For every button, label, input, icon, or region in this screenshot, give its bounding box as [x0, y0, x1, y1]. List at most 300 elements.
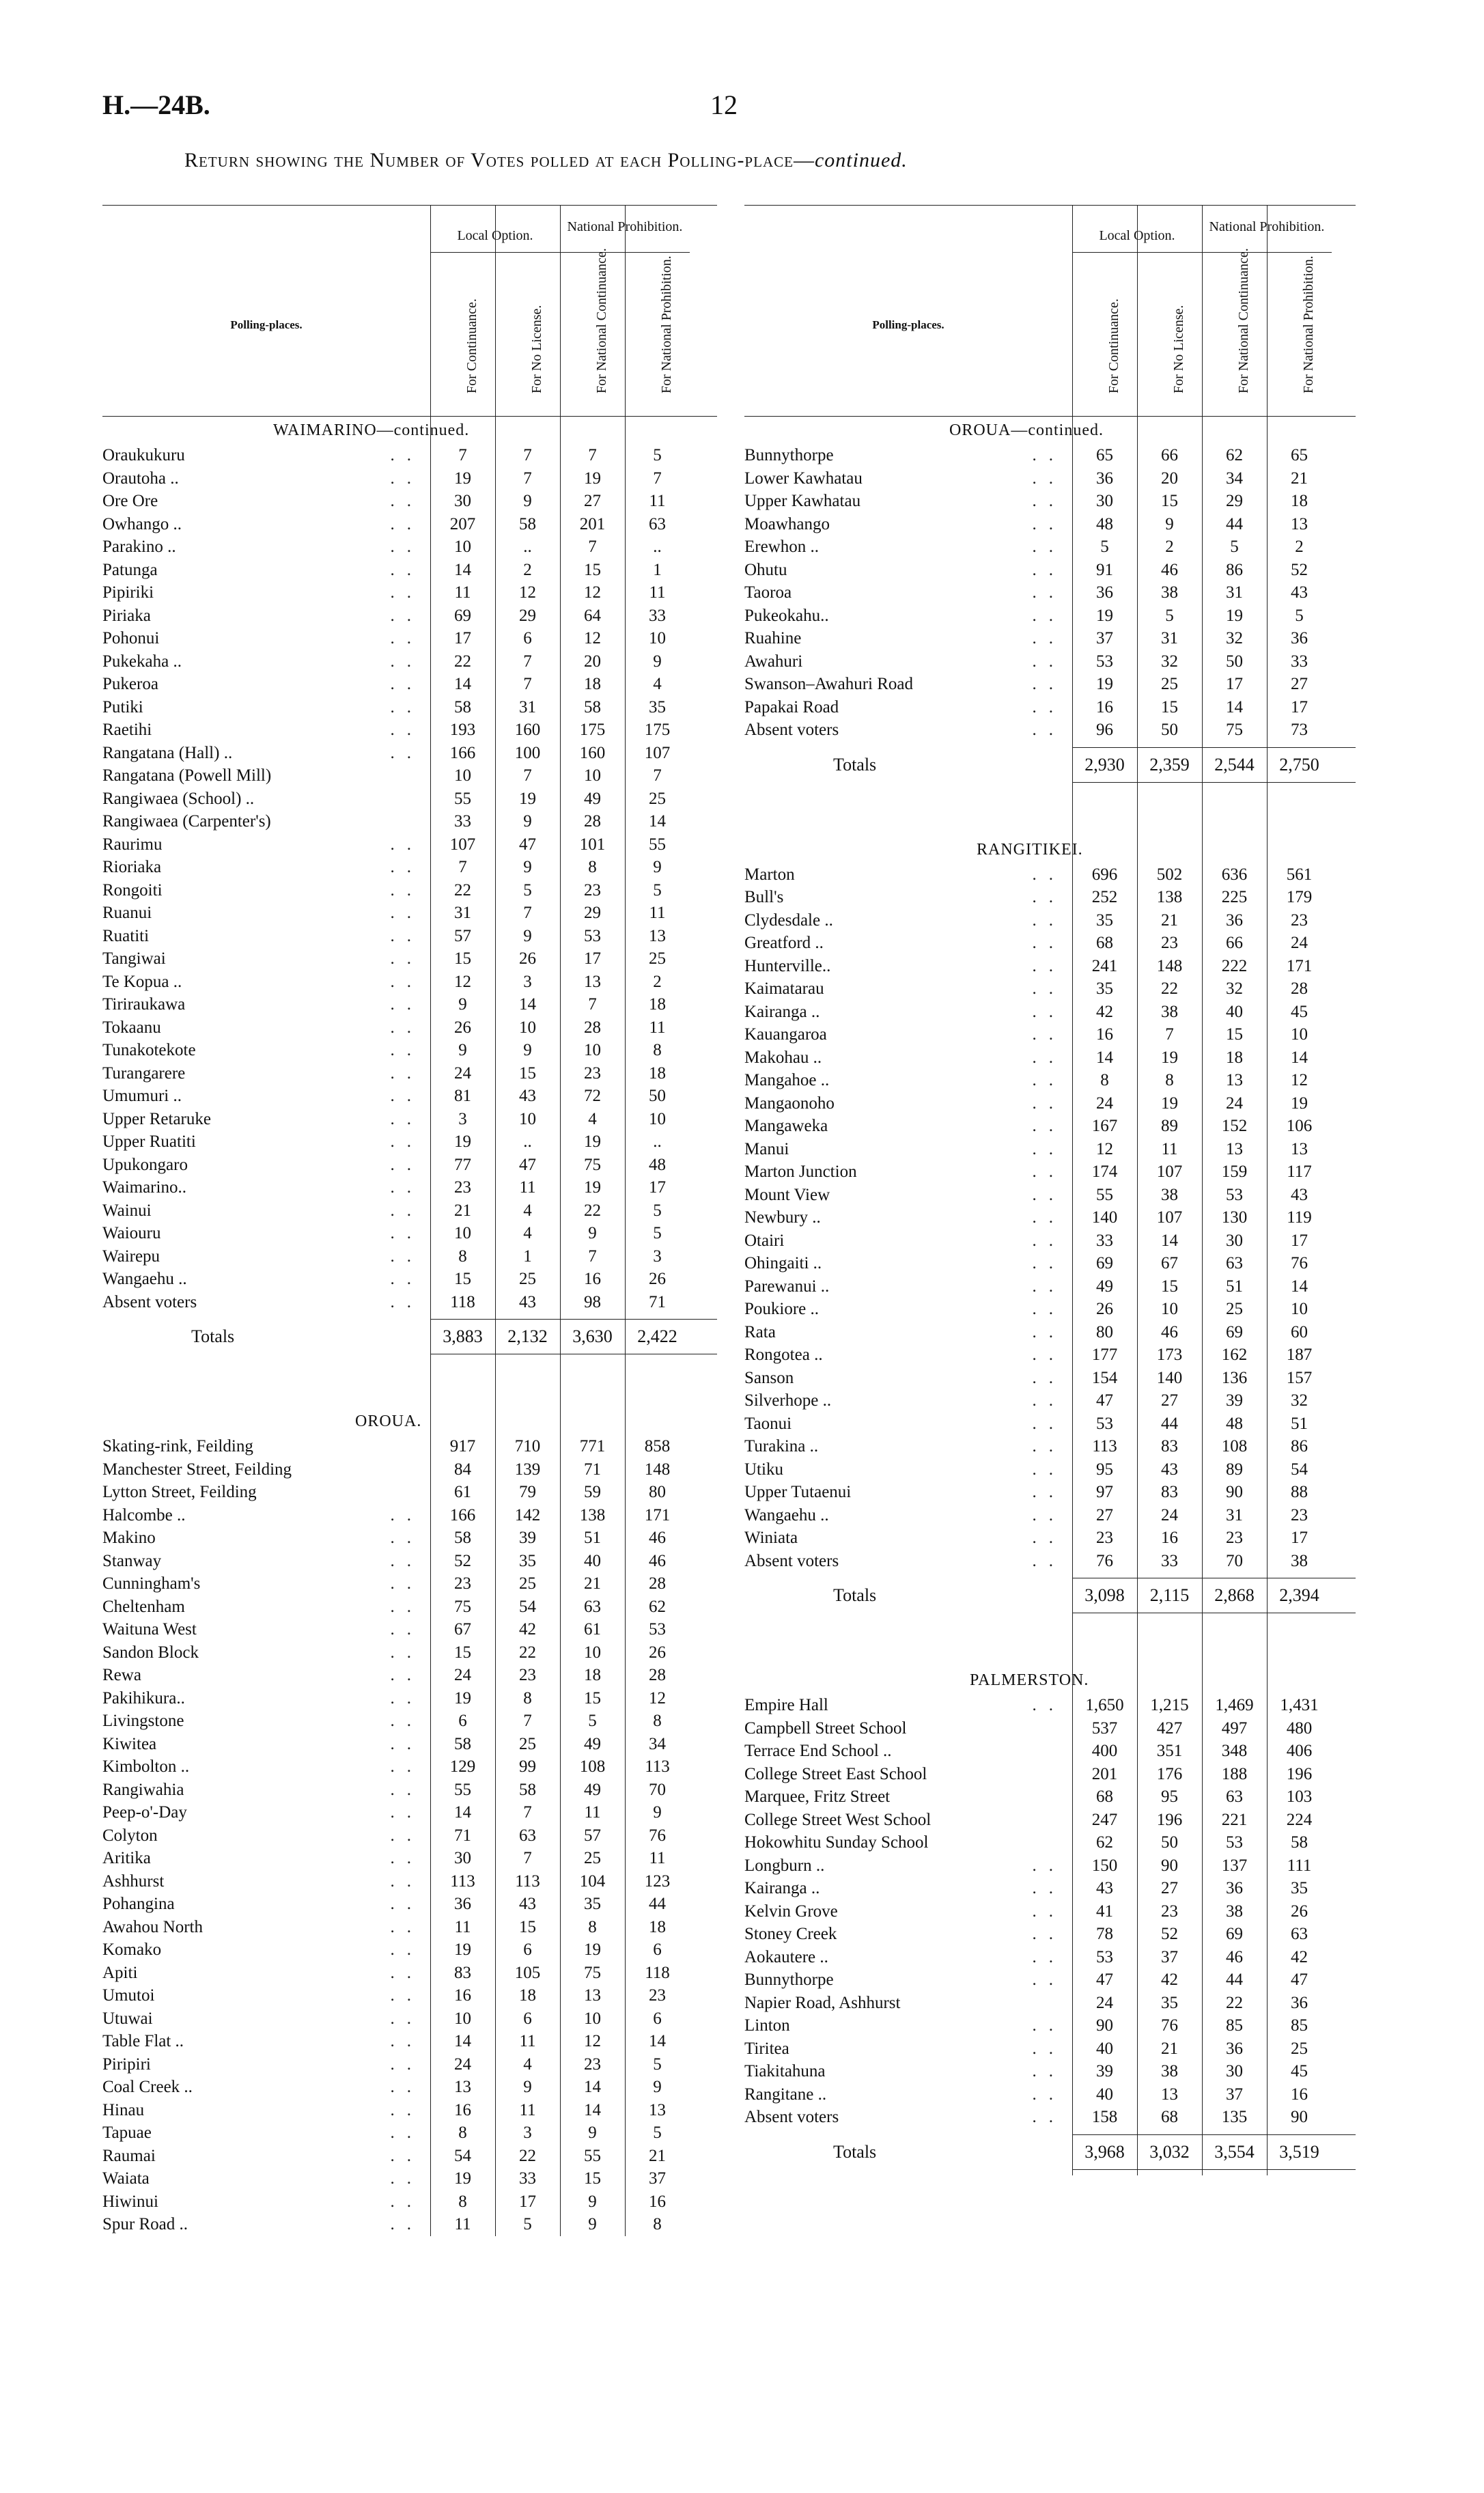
vote-count: 32 [1226, 629, 1243, 647]
vote-count: 50 [649, 1087, 666, 1105]
vote-count: 8 [458, 1246, 467, 1266]
vote-count: 25 [1291, 2039, 1308, 2058]
vote-count: 25 [1161, 675, 1178, 693]
vote-count: 5 [1230, 538, 1239, 556]
table-row [744, 467, 1356, 490]
vote-count: 138 [1156, 888, 1183, 906]
vote-count: 1 [523, 1246, 532, 1266]
leader-dots: .. [390, 1178, 423, 1197]
vote-count: 47 [519, 1155, 536, 1174]
vote-count: 55 [1096, 1185, 1113, 1204]
vote-count: 15 [584, 1688, 601, 1708]
vote-count: 53 [1096, 1414, 1113, 1433]
polling-place-name: Pohonui [102, 629, 160, 647]
header-for-no-license-label: For No License. [529, 305, 544, 393]
leader-dots: .. [1032, 492, 1065, 510]
vote-count: 17 [584, 949, 601, 968]
vote-count: 10 [1161, 1300, 1178, 1318]
table-row [744, 1069, 1356, 1092]
vote-count: .. [653, 1132, 662, 1151]
polling-place-name: Erewhon .. [744, 538, 819, 556]
leader-dots: .. [1032, 1117, 1065, 1135]
table-row [744, 1481, 1356, 1504]
vote-count: 2 [1295, 538, 1304, 556]
leader-dots: .. [1032, 1048, 1065, 1067]
vote-count: 7 [653, 469, 662, 488]
vote-count: 21 [1161, 910, 1178, 930]
polling-place-name: Turakina .. [744, 1437, 819, 1456]
vote-count: 5 [1165, 606, 1174, 625]
vote-count: 9 [588, 1224, 597, 1242]
polling-place-name: Manchester Street, Feilding [102, 1460, 292, 1479]
table-row [744, 1740, 1356, 1763]
vote-count: 80 [649, 1483, 666, 1501]
vote-count: 30 [454, 492, 471, 510]
vote-count: 21 [1291, 469, 1308, 488]
vote-count: 38 [1161, 583, 1178, 602]
leader-dots: .. [1032, 1208, 1065, 1227]
table-row [744, 696, 1356, 719]
vote-count: 15 [584, 560, 601, 579]
vote-count: 11 [584, 1803, 601, 1822]
vote-count: 68 [1161, 2108, 1178, 2126]
totals-label: Totals [833, 1585, 877, 1605]
vote-count: 33 [1161, 1551, 1178, 1570]
polling-place-name: Bunnythorpe [744, 1970, 834, 1989]
vote-count: 63 [519, 1826, 536, 1845]
leader-dots: .. [1032, 1185, 1065, 1204]
vote-count: 69 [1226, 1322, 1243, 1341]
vote-count: 69 [454, 606, 471, 625]
vote-count: 480 [1286, 1718, 1313, 1738]
vote-count: 11 [454, 583, 471, 602]
vote-count: 55 [649, 835, 666, 854]
vote-count: 15 [454, 949, 471, 968]
vote-count: 40 [1096, 2085, 1113, 2104]
vote-count: 8 [653, 1041, 662, 1059]
vote-count: 118 [645, 1963, 670, 1982]
table-row [744, 719, 1356, 742]
vote-count: 148 [1156, 956, 1183, 975]
leader-dots: .. [1032, 583, 1065, 602]
vote-count: 2 [653, 972, 662, 991]
vote-count: 19 [584, 1940, 601, 1959]
polling-place-name: Pakihikura.. [102, 1688, 185, 1708]
table-row [744, 1992, 1356, 2015]
vote-count: 1,431 [1280, 1696, 1319, 1714]
vote-count: 83 [454, 1963, 471, 1982]
vote-count: 107 [1156, 1208, 1183, 1227]
vote-count: 19 [454, 1132, 471, 1151]
polling-place-name: Stanway [102, 1551, 162, 1570]
table-row [744, 1252, 1356, 1275]
vote-count: 123 [644, 1871, 671, 1891]
total-value: 3,883 [443, 1326, 483, 1346]
vote-count: 201 [579, 514, 606, 533]
header-column-rule [1072, 206, 1073, 416]
vote-count: 12 [454, 972, 471, 991]
vote-count: 15 [1161, 697, 1178, 716]
vote-count: 70 [649, 1780, 666, 1799]
vote-count: 26 [649, 1270, 666, 1288]
polling-place-name: Swanson–Awahuri Road [744, 675, 913, 693]
vote-count: 14 [454, 1803, 471, 1822]
table-row [744, 1092, 1356, 1115]
vote-count: 15 [1226, 1025, 1243, 1044]
vote-count: 7 [523, 469, 532, 488]
polling-place-name: Rangiwahia [102, 1780, 184, 1799]
leader-dots: .. [390, 1551, 423, 1570]
vote-count: 7 [588, 538, 597, 556]
vote-count: 9 [653, 652, 662, 671]
vote-count: 76 [1096, 1551, 1113, 1570]
vote-count: 19 [584, 1132, 601, 1151]
vote-count: 24 [1226, 1094, 1243, 1113]
polling-place-name: Livingstone [102, 1712, 184, 1730]
vote-count: 14 [649, 812, 666, 831]
vote-count: 43 [1291, 583, 1308, 602]
totals-row [744, 1572, 1356, 1619]
leader-dots: .. [1032, 1391, 1065, 1410]
leader-dots: .. [390, 1712, 423, 1730]
vote-count: 23 [519, 1666, 536, 1684]
vote-count: 47 [1096, 1391, 1113, 1410]
leader-dots: .. [1032, 910, 1065, 930]
vote-count: 12 [584, 2032, 601, 2050]
header-for-national-continuance [1202, 248, 1270, 409]
table-row [744, 581, 1356, 604]
right-table-body [744, 417, 1356, 2175]
vote-count: 32 [1291, 1391, 1308, 1410]
vote-count: 917 [449, 1437, 476, 1456]
leader-dots: .. [390, 1505, 423, 1524]
table-row [744, 1717, 1356, 1740]
table-row [744, 1321, 1356, 1344]
leader-dots: .. [1032, 1300, 1065, 1318]
total-value: 2,544 [1214, 754, 1255, 775]
vote-count: 58 [454, 697, 471, 716]
vote-count: 36 [1096, 583, 1113, 602]
polling-place-name: Winiata [744, 1529, 798, 1547]
vote-count: 53 [649, 1620, 666, 1639]
vote-count: 119 [1287, 1208, 1312, 1227]
polling-place-name: Upper Ruatiti [102, 1132, 196, 1151]
polling-place-name: Rongoiti [102, 880, 163, 900]
vote-count: 5 [653, 880, 662, 900]
vote-count: 38 [1161, 1002, 1178, 1021]
vote-count: 1,215 [1150, 1696, 1189, 1714]
polling-place-name: College Street West School [744, 1810, 932, 1829]
vote-count: 65 [1096, 446, 1113, 464]
vote-count: .. [523, 538, 532, 556]
polling-place-name: Absent voters [744, 721, 839, 739]
vote-count: 406 [1286, 1742, 1313, 1760]
polling-place-name: Piripiri [102, 2055, 151, 2074]
polling-place-name: Aritika [102, 1849, 151, 1867]
polling-place-name: Moawhango [744, 514, 830, 533]
vote-count: 160 [514, 721, 541, 739]
vote-count: 52 [1291, 560, 1308, 579]
header-for-national-continuance [560, 248, 628, 409]
vote-count: 43 [519, 1087, 536, 1105]
vote-count: 10 [519, 1109, 536, 1128]
table-row [744, 604, 1356, 628]
vote-count: 400 [1091, 1742, 1118, 1760]
vote-count: 18 [1291, 492, 1308, 510]
vote-count: 44 [1226, 514, 1243, 533]
vote-count: 10 [454, 1224, 471, 1242]
vote-count: 7 [588, 995, 597, 1014]
header-column-rule [1202, 206, 1203, 416]
vote-count: 158 [1091, 2108, 1118, 2126]
vote-count: 27 [1161, 1391, 1178, 1410]
vote-count: 62 [649, 1597, 666, 1616]
polling-place-name: Raetihi [102, 721, 152, 739]
leader-dots: .. [390, 995, 423, 1014]
vote-count: 5 [653, 446, 662, 464]
vote-count: 8 [1100, 1071, 1109, 1089]
left-table [102, 205, 717, 2236]
polling-place-name: Utiku [744, 1460, 783, 1479]
vote-count: 27 [584, 492, 601, 510]
vote-count: 58 [519, 514, 536, 533]
vote-count: 63 [1226, 1787, 1243, 1806]
vote-count: 28 [649, 1574, 666, 1593]
vote-count: 36 [1226, 1879, 1243, 1897]
polling-place-name: Peep-o'-Day [102, 1803, 187, 1822]
column-rule [1267, 417, 1268, 2175]
vote-count: 35 [1096, 979, 1113, 998]
vote-count: 427 [1156, 1718, 1183, 1738]
vote-count: 69 [1096, 1254, 1113, 1272]
vote-count: 710 [514, 1437, 541, 1456]
leader-dots: .. [1032, 514, 1065, 533]
vote-count: 176 [1156, 1764, 1183, 1783]
vote-count: 43 [519, 1895, 536, 1913]
vote-count: 52 [1161, 1925, 1178, 1943]
vote-count: 14 [1096, 1048, 1113, 1067]
vote-count: 23 [1161, 1902, 1178, 1921]
vote-count: 75 [1226, 721, 1243, 739]
vote-count: 10 [519, 1018, 536, 1037]
leader-dots: .. [390, 1688, 423, 1708]
leader-dots: .. [1032, 1970, 1065, 1989]
leader-dots: .. [1032, 2085, 1065, 2104]
table-row [744, 1854, 1356, 1878]
vote-count: 60 [1291, 1322, 1308, 1341]
vote-count: 50 [1161, 1833, 1178, 1852]
vote-count: 160 [579, 743, 606, 762]
vote-count: 14 [454, 560, 471, 579]
national-prohibition-header: National Prohibition. [560, 219, 690, 253]
vote-count: 10 [649, 1109, 666, 1128]
vote-count: 252 [1091, 888, 1118, 906]
vote-count: 90 [1096, 2016, 1113, 2035]
polling-place-name: Halcombe .. [102, 1505, 186, 1524]
vote-count: 139 [514, 1460, 541, 1479]
vote-count: 69 [1226, 1925, 1243, 1943]
vote-count: 24 [454, 1666, 471, 1684]
vote-count: 40 [1226, 1002, 1243, 1021]
header-for-no-license [1137, 259, 1205, 409]
leader-dots: .. [390, 514, 423, 533]
vote-count: 15 [454, 1270, 471, 1288]
vote-count: 11 [519, 1178, 536, 1197]
vote-count: 36 [1226, 910, 1243, 930]
vote-count: 348 [1221, 1742, 1248, 1760]
polling-place-name: Rioriaka [102, 858, 162, 876]
vote-count: 36 [1226, 2039, 1243, 2058]
polling-place-name: Taoroa [744, 583, 792, 602]
vote-count: 24 [1161, 1505, 1178, 1524]
vote-count: 113 [450, 1871, 475, 1891]
leader-dots: .. [1032, 629, 1065, 647]
vote-count: 18 [649, 995, 666, 1014]
polling-place-name: Marton Junction [744, 1162, 857, 1181]
vote-count: 21 [454, 1201, 471, 1220]
table-row [744, 559, 1356, 582]
vote-count: 7 [588, 446, 597, 464]
table-row [744, 535, 1356, 559]
table-row [744, 1900, 1356, 1923]
vote-count: 25 [519, 1574, 536, 1593]
vote-count: 177 [1091, 1346, 1118, 1364]
leader-dots: .. [1032, 1277, 1065, 1296]
totals-label: Totals [191, 1326, 235, 1346]
leader-dots: .. [390, 1201, 423, 1220]
vote-count: 43 [519, 1292, 536, 1311]
vote-count: 207 [449, 514, 476, 533]
polling-place-name: Kairanga .. [744, 1002, 820, 1021]
vote-count: 15 [1161, 492, 1178, 510]
vote-count: 19 [454, 1688, 471, 1708]
totals-label: Totals [833, 2141, 877, 2162]
polling-place-name: Oraukukuru [102, 446, 185, 464]
total-value: 3,554 [1214, 2141, 1255, 2162]
leader-dots: .. [1032, 675, 1065, 693]
leader-dots: .. [390, 469, 423, 488]
vote-count: 46 [1226, 1947, 1243, 1966]
leader-dots: .. [390, 1803, 423, 1822]
vote-count: 11 [649, 1018, 666, 1037]
vote-count: 16 [1096, 697, 1113, 716]
leader-dots: .. [390, 1132, 423, 1151]
vote-count: 13 [649, 926, 666, 945]
vote-count: 55 [454, 1780, 471, 1799]
vote-count: 18 [1226, 1048, 1243, 1067]
vote-count: 187 [1286, 1346, 1313, 1364]
leader-dots: .. [1032, 1529, 1065, 1547]
vote-count: 68 [1096, 1787, 1113, 1806]
vote-count: 55 [454, 789, 471, 808]
vote-count: 55 [584, 2146, 601, 2165]
vote-count: 35 [1161, 1993, 1178, 2012]
vote-count: 201 [1091, 1764, 1118, 1783]
vote-count: 47 [1096, 1970, 1113, 1989]
leader-dots: .. [1032, 469, 1065, 488]
leader-dots: .. [390, 1757, 423, 1776]
vote-count: 4 [523, 1201, 532, 1220]
header-for-national-continuance-label: For National Continuance. [1236, 248, 1251, 393]
local-option-header: Local Option. [430, 219, 560, 253]
vote-count: 58 [1291, 1833, 1308, 1852]
vote-count: 58 [519, 1780, 536, 1799]
vote-count: 107 [644, 743, 671, 762]
vote-count: 636 [1221, 865, 1248, 884]
vote-count: 7 [458, 858, 467, 876]
polling-place-name: Pukekaha .. [102, 652, 182, 671]
vote-count: 12 [1291, 1071, 1308, 1089]
polling-place-name: Terrace End School .. [744, 1742, 892, 1760]
vote-count: 15 [519, 1063, 536, 1083]
polling-place-name: Parewanui .. [744, 1277, 830, 1296]
polling-place-name: Rata [744, 1322, 776, 1341]
vote-count: 66 [1161, 446, 1178, 464]
vote-count: 10 [1291, 1300, 1308, 1318]
vote-count: 696 [1091, 865, 1118, 884]
leader-dots: .. [390, 1734, 423, 1753]
vote-count: .. [653, 538, 662, 556]
totals-bottom-rule [1072, 782, 1356, 783]
leader-dots: .. [1032, 1696, 1065, 1714]
polling-place-name: Komako [102, 1940, 162, 1959]
vote-count: 9 [523, 492, 532, 510]
leader-dots: .. [390, 1780, 423, 1799]
leader-dots: .. [1032, 606, 1065, 625]
vote-count: 62 [1226, 446, 1243, 464]
vote-count: 113 [1092, 1437, 1117, 1456]
vote-count: 89 [1226, 1460, 1243, 1479]
vote-count: 38 [1226, 1902, 1243, 1921]
leader-dots: .. [390, 492, 423, 510]
vote-count: 9 [523, 1041, 532, 1059]
vote-count: 75 [454, 1597, 471, 1616]
vote-count: 12 [584, 629, 601, 647]
polling-place-name: Upper Kawhatau [744, 492, 861, 510]
vote-count: 12 [649, 1688, 666, 1708]
polling-place-name: Umutoi [102, 1986, 155, 2005]
vote-count: 16 [454, 1986, 471, 2005]
table-row [744, 1046, 1356, 1070]
vote-count: 9 [653, 858, 662, 876]
vote-count: 90 [1291, 2108, 1308, 2126]
vote-count: 5 [588, 1712, 597, 1730]
polling-place-name: Ohutu [744, 560, 787, 579]
vote-count: 22 [519, 1643, 536, 1662]
polling-place-name: Putiki [102, 697, 143, 716]
header-for-national-prohibition-label: For National Prohibition. [1301, 255, 1316, 393]
vote-count: 11 [649, 583, 666, 602]
total-value: 3,098 [1084, 1585, 1125, 1605]
vote-count: 19 [1161, 1094, 1178, 1113]
vote-count: 225 [1221, 888, 1248, 906]
leader-dots: .. [390, 1597, 423, 1616]
leader-dots: .. [1032, 1414, 1065, 1433]
vote-count: 73 [1291, 721, 1308, 739]
vote-count: 9 [523, 812, 532, 831]
polling-place-name: Taonui [744, 1414, 792, 1433]
vote-count: 11 [1161, 1139, 1178, 1158]
leader-dots: .. [390, 2215, 423, 2233]
vote-count: 12 [1096, 1139, 1113, 1158]
polling-place-name: Pukeokahu.. [744, 606, 829, 625]
vote-count: 5 [523, 2215, 532, 2233]
vote-count: 13 [584, 1986, 601, 2005]
header-column-rule [1267, 206, 1268, 416]
vote-count: 148 [644, 1460, 671, 1479]
vote-count: 26 [649, 1643, 666, 1662]
vote-count: 63 [1226, 1254, 1243, 1272]
